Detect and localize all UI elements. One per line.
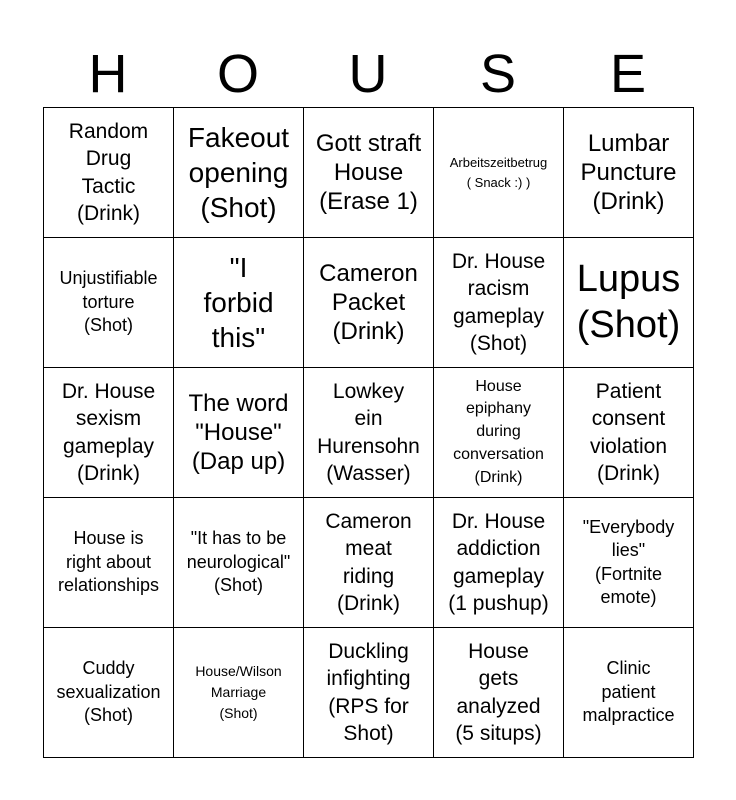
header-letter-o: O — [216, 44, 259, 104]
bingo-cell[interactable] — [564, 498, 694, 628]
cell-text: House/Wilson Marriage (Shot) — [195, 663, 282, 721]
bingo-cell[interactable] — [174, 108, 304, 238]
cell-text: House is right about relationships — [57, 528, 160, 596]
board-row — [44, 628, 694, 758]
bingo-cell[interactable] — [304, 108, 434, 238]
cell-text: Cameron Packet (Drink) — [319, 259, 418, 346]
cell-text: House epiphany during conversation (Drink) — [453, 377, 544, 486]
cell-text: Fakeout opening (Shot) — [187, 122, 290, 223]
bingo-board — [43, 107, 694, 758]
board-row — [44, 238, 694, 368]
cell-text: "Everybody lies" (Fortnite emote) — [582, 516, 675, 607]
cell-text: "It has to be neurological" (Shot) — [186, 528, 291, 596]
bingo-cell[interactable] — [44, 368, 174, 498]
cell-text: Patient consent violation (Drink) — [589, 379, 668, 485]
bingo-cell[interactable] — [434, 108, 564, 238]
bingo-cell[interactable] — [44, 628, 174, 758]
cell-text: "I forbid this" — [203, 252, 274, 353]
cell-text: Random Drug Tactic (Drink) — [68, 119, 149, 225]
bingo-header — [43, 42, 693, 106]
cell-text: House gets analyzed (5 situps) — [455, 639, 542, 745]
bingo-cell[interactable] — [174, 628, 304, 758]
bingo-cell[interactable] — [434, 628, 564, 758]
bingo-cell[interactable] — [564, 108, 694, 238]
bingo-cell[interactable] — [44, 238, 174, 368]
cell-text: Lumbar Puncture (Drink) — [580, 129, 677, 216]
cell-text: Dr. House addiction gameplay (1 pushup) — [448, 509, 549, 615]
bingo-cell[interactable] — [304, 628, 434, 758]
bingo-cell[interactable] — [564, 628, 694, 758]
cell-text: Unjustifiable torture (Shot) — [59, 268, 158, 336]
bingo-cell[interactable] — [44, 498, 174, 628]
header-letter-e: E — [609, 44, 647, 104]
bingo-cell[interactable] — [434, 368, 564, 498]
bingo-cell[interactable] — [44, 108, 174, 238]
cell-text: Dr. House racism gameplay (Shot) — [451, 249, 546, 355]
cell-text: Clinic patient malpractice — [582, 658, 675, 726]
cell-text: Dr. House sexism gameplay (Drink) — [61, 379, 156, 485]
cell-text: Duckling infighting (RPS for Shot) — [326, 639, 411, 745]
board-row — [44, 368, 694, 498]
cell-text: Cameron meat riding (Drink) — [325, 509, 412, 615]
bingo-cell[interactable] — [304, 498, 434, 628]
bingo-cell[interactable] — [304, 238, 434, 368]
bingo-cell[interactable] — [174, 238, 304, 368]
board-row — [44, 498, 694, 628]
header-letter-s: S — [479, 44, 517, 104]
header-letter-u: U — [348, 44, 388, 104]
board-row — [44, 108, 694, 238]
cell-text: Cuddy sexualization (Shot) — [56, 658, 161, 726]
cell-text: Arbeitszeitbetrug ( Snack :) ) — [449, 155, 548, 190]
bingo-cell[interactable] — [304, 368, 434, 498]
cell-text: Gott straft House (Erase 1) — [315, 129, 422, 216]
cell-text: Lowkey ein Hurensohn (Wasser) — [317, 379, 420, 485]
bingo-cell[interactable] — [434, 498, 564, 628]
bingo-cell[interactable] — [564, 368, 694, 498]
header-letter-h: H — [88, 44, 128, 104]
cell-text: The word "House" (Dap up) — [188, 389, 289, 476]
cell-text: Lupus (Shot) — [576, 257, 681, 346]
bingo-cell[interactable] — [174, 368, 304, 498]
bingo-cell[interactable] — [174, 498, 304, 628]
bingo-cell[interactable] — [564, 238, 694, 368]
bingo-cell[interactable] — [434, 238, 564, 368]
